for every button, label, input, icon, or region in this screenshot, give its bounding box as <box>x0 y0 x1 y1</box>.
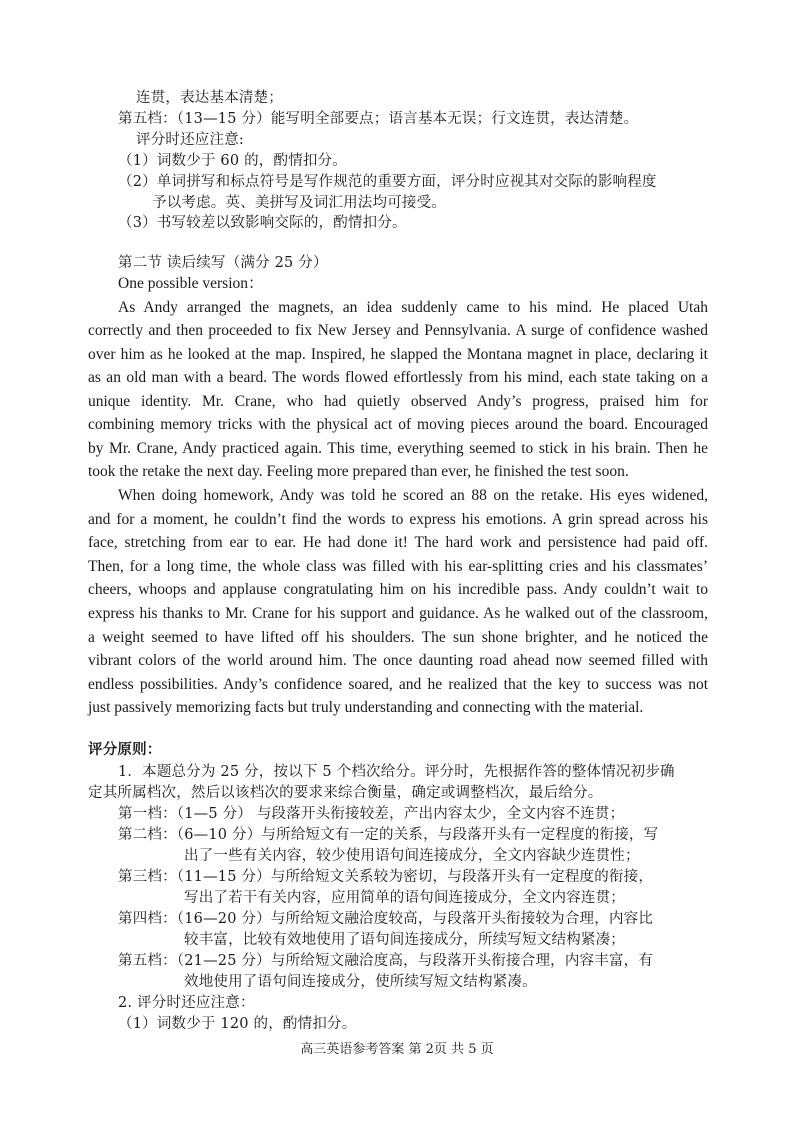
grading-tier5-line1: 第五档：（21—25 分）与所给短文融洽度高，与段落开头衔接合理，内容丰富，有 <box>118 953 654 969</box>
para1-line: by Mr. Crane, Andy practiced again. This time, everything seemed to stick in his brain. Then he <box>88 440 708 457</box>
para1-line: As Andy arranged the magnets, an idea suddenly came to his mind. He placed Utah <box>118 299 708 316</box>
tier4-continuation: 连贯，表达基本清楚； <box>136 90 283 106</box>
grading-tier3-line1: 第三档：（11—15 分）与所给短文关系较为密切，与段落开头有一定程度的衔接， <box>118 869 654 885</box>
notes-title: 评分时还应注意: <box>136 132 244 148</box>
note-2-line2: 予以考虑。英、美拼写及词汇用法均可接受。 <box>152 195 446 211</box>
grading-title: 评分原则： <box>88 741 162 758</box>
note-3: （3）书写较差以致影响交际的，酌情扣分。 <box>118 215 407 231</box>
grading-p1-line2: 定其所属档次，然后以该档次的要求来综合衡量，确定或调整档次，最后给分。 <box>88 785 603 801</box>
para2-line: cheers, whoops and applause congratulating him on his incredible pass. Andy couldn’t wait to <box>88 581 708 598</box>
grading-tier3-line2: 写出了若干有关内容，应用简单的语句间连接成分，全文内容连贯； <box>184 890 625 906</box>
para1-line: took the retake the next day. Feeling more prepared than ever, he finished the test soon. <box>88 463 629 480</box>
note-1: （1）词数少于 60 的，酌情扣分。 <box>118 153 347 169</box>
grading-tier4-line2: 较丰富，比较有效地使用了语句间连接成分，所续写短文结构紧凑； <box>184 932 625 948</box>
para2-line: Then, for a long time, the whole class was filled with his ear-splitting cries and his classmates’ <box>88 558 708 575</box>
para1-line: as an old man with a beard. The words flowed effortlessly from his mind, each state taking on a <box>88 369 708 386</box>
para2-line: face, stretching from ear to ear. He had done it! The hard work and persistence had paid off. <box>88 534 708 551</box>
grading-p2: 2. 评分时还应注意： <box>118 995 255 1011</box>
para1-line: over him as he looked at the map. Inspired, he slapped the Montana magnet in place, declaring it <box>88 346 708 363</box>
tier5-writing: 第五档：（13—15 分）能写明全部要点；语言基本无误；行文连贯，表达清楚。 <box>118 111 639 127</box>
grading-tier5-line2: 效地使用了语句间连接成分，使所续写短文结构紧凑。 <box>184 974 537 990</box>
para1-line: combining memory tricks with the physical act of moving pieces around the board. Encouraged <box>88 416 708 433</box>
para2-line: just passively memorizing facts but truly understanding and connecting with the material. <box>88 699 644 716</box>
para1-line: correctly and then proceeded to fix New Jersey and Pennsylvania. A surge of confidence washed <box>88 322 708 339</box>
grading-p2-item1: （1）词数少于 120 的，酌情扣分。 <box>118 1016 357 1032</box>
para2-line: a weight seemed to have lifted off his shoulders. The sun shone brighter, and he noticed the <box>88 629 708 646</box>
para2-line: endless possibilities. Andy’s confidence soared, and he realized that the key to success was not <box>88 676 708 693</box>
para2-line: and for a moment, he couldn’t find the words to express his emotions. A grin spread across his <box>88 511 708 528</box>
grading-tier4-line1: 第四档：（16—20 分）与所给短文融洽度较高，与段落开头衔接较为合理，内容比 <box>118 911 654 927</box>
para2-line: vibrant colors of the world around him. The once daunting road ahead now seemed filled with <box>88 652 708 669</box>
note-2-line1: （2）单词拼写和标点符号是写作规范的重要方面，评分时应视其对交际的影响程度 <box>118 174 657 190</box>
para2-line: express his thanks to Mr. Crane for his support and guidance. As he walked out of the classroom, <box>88 605 708 622</box>
grading-p1-line1: 1．本题总分为 25 分，按以下 5 个档次给分。评分时，先根据作答的整体情况初步确 <box>118 764 675 780</box>
para2-line: When doing homework, Andy was told he scored an 88 on the retake. His eyes widened, <box>118 487 708 504</box>
grading-tier2-line1: 第二档：（6—10 分）与所给短文有一定的关系，与段落开头有一定程度的衔接，写 <box>118 827 659 843</box>
page-footer: 高三英语参考答案 第 2页 共 5 页 <box>300 1042 494 1057</box>
grading-tier2-line2: 出了一些有关内容，较少使用语句间连接成分，全文内容缺少连贯性； <box>184 848 640 864</box>
para1-line: unique identity. Mr. Crane, who had quietly observed Andy’s progress, praised him for <box>88 393 708 410</box>
version-label: One possible version： <box>118 275 264 292</box>
grading-tier1: 第一档：（1—5 分） 与段落开头衔接较差，产出内容太少，全文内容不连贯； <box>118 806 625 822</box>
section2-heading: 第二节 读后续写（满分 25 分） <box>118 255 328 271</box>
